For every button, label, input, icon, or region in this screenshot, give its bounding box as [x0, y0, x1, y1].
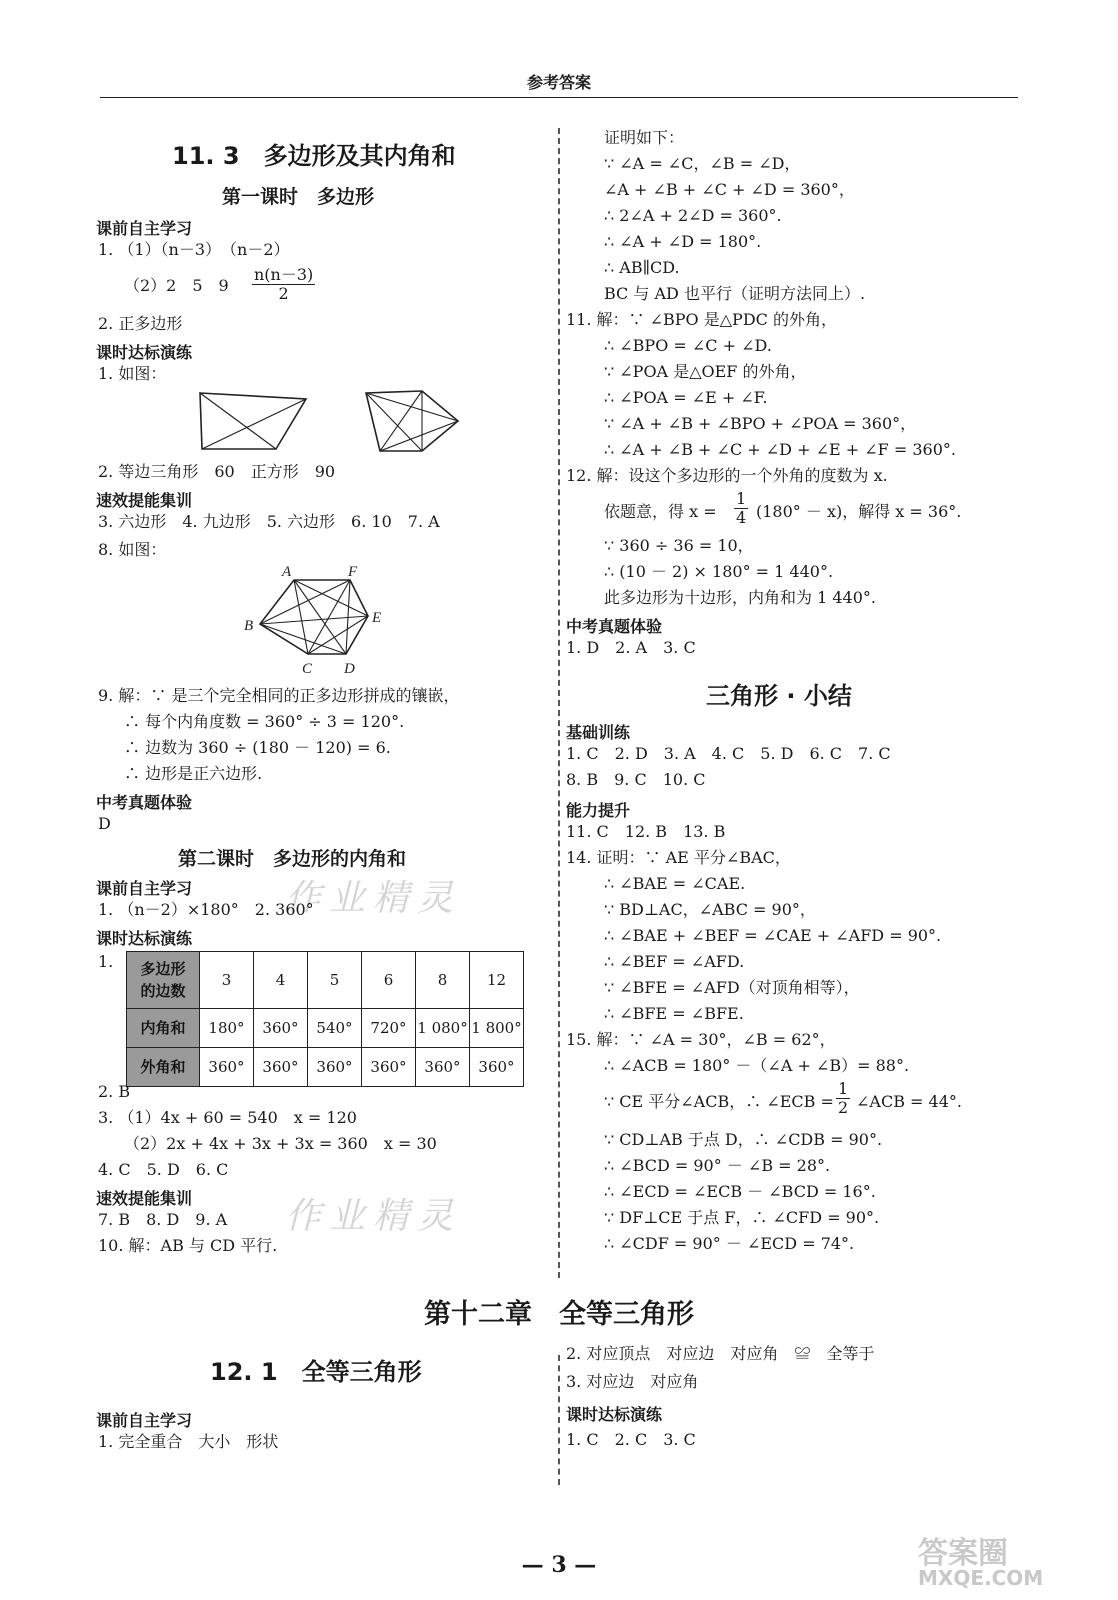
vertex-label: B — [244, 618, 254, 634]
answer-line: ∵ BD⊥AC，∠ABC = 90°， — [604, 900, 816, 919]
answer-line: 8. B 9. C 10. C — [566, 770, 706, 789]
table-cell: 1 080° — [416, 1009, 470, 1048]
table-cell: 360° — [200, 1048, 254, 1087]
fraction-numerator: n(n－3) — [254, 265, 314, 284]
answer-line: 10. 解：AB 与 CD 平行. — [98, 1236, 278, 1255]
quad-diagonal — [200, 393, 276, 449]
answer-line: ∴ ∠A + ∠B + ∠C + ∠D + ∠E + ∠F = 360°. — [604, 440, 956, 459]
fraction — [734, 490, 748, 527]
answer-line: ∵ ∠BFE = ∠AFD（对顶角相等）， — [604, 978, 860, 997]
table-cell: 360° — [254, 1048, 308, 1087]
answer-line: 1. C 2. D 3. A 4. C 5. D 6. C 7. C — [566, 744, 891, 763]
answer-line: ∵ CD⊥AB 于点 D，∴ ∠CDB = 90°. — [604, 1130, 883, 1149]
pentagon-diagonal — [380, 421, 458, 451]
answer-line: 1. （1）（n－3） （n－2） — [98, 240, 290, 259]
row-header — [127, 952, 200, 1009]
table-row — [127, 1048, 524, 1087]
answer-line: ∴ ∠BPO = ∠C + ∠D. — [604, 336, 772, 355]
answer-line: 2. 正多边形 — [98, 314, 183, 333]
column-divider-bottom — [558, 1355, 560, 1485]
answer-line: ∴ AB∥CD. — [604, 258, 680, 277]
vertex-label: F — [348, 564, 358, 580]
table-cell: 720° — [362, 1009, 416, 1048]
answer-line: ∴ 2∠A + 2∠D = 360°. — [604, 206, 782, 225]
answer-line: 2. B — [98, 1082, 131, 1101]
answer-line: ∴ ∠POA = ∠E + ∠F. — [604, 388, 768, 407]
row-header: 内角和 — [127, 1009, 200, 1048]
answer-line: ∠A + ∠B + ∠C + ∠D = 360°， — [604, 180, 855, 199]
block-heading: 课前自主学习 — [96, 879, 193, 898]
table-cell: 360° — [362, 1048, 416, 1087]
pentagon-diagram — [360, 385, 465, 457]
hexagon-diagonal — [294, 580, 308, 654]
answer-line: ∵ 360 ÷ 36 = 10， — [604, 536, 754, 555]
block-heading: 速效提能集训 — [96, 491, 193, 510]
table-row — [127, 1009, 524, 1048]
fraction-denominator: 4 — [736, 508, 747, 527]
answer-line: （2）2 5 9 — [124, 276, 229, 295]
answer-line: ∴ 每个内角度数 = 360° ÷ 3 = 120°. — [124, 712, 405, 731]
answer-line: 12. 解：设这个多边形的一个外角的度数为 x. — [566, 466, 888, 485]
table-cell: 6 — [362, 952, 416, 1009]
table-cell: 5 — [308, 952, 362, 1009]
table-cell: 4 — [254, 952, 308, 1009]
answer-line: ∴ ∠BAE + ∠BEF = ∠CAE + ∠AFD = 90°. — [604, 926, 942, 945]
hexagon-diagonal — [294, 580, 346, 654]
answer-line: ∴ ∠ECD = ∠ECB － ∠BCD = 16°. — [604, 1182, 876, 1201]
hexagon-diagonal — [260, 616, 368, 624]
block-heading: 课前自主学习 — [96, 219, 193, 238]
row-header: 外角和 — [127, 1048, 200, 1087]
table-cell: 180° — [200, 1009, 254, 1048]
row-header-label: 多边形的边数 — [140, 960, 186, 1000]
answer-line: ∴ ∠BAE = ∠CAE. — [604, 874, 746, 893]
table-row — [127, 952, 524, 1009]
hexagon-diagonal — [260, 580, 350, 624]
answer-line: 1. 完全重合 大小 形状 — [98, 1432, 279, 1451]
answer-line: 7. B 8. D 9. A — [98, 1210, 228, 1229]
answer-line: 9. 解：∵ 是三个完全相同的正多边形拼成的镶嵌， — [98, 686, 460, 705]
section-title: 12. 1 全等三角形 — [210, 1358, 422, 1386]
block-heading: 课前自主学习 — [96, 1411, 193, 1430]
block-heading: 课时达标演练 — [96, 343, 193, 362]
watermark-logo: 答案圈 — [918, 1536, 1008, 1571]
watermark: 作业精灵 — [285, 878, 462, 919]
watermark-site: MXQE.COM — [918, 1566, 1044, 1590]
vertex-label: C — [302, 661, 313, 677]
answer-line: 4. C 5. D 6. C — [98, 1160, 229, 1179]
answer-line: ∴ ∠ACB = 180° －（∠A + ∠B）= 88°. — [604, 1056, 910, 1075]
fraction-numerator: 1 — [838, 1079, 849, 1098]
answer-line: ∴ (10 － 2) × 180° = 1 440°. — [604, 562, 834, 581]
page-number: — 3 — — [521, 1552, 597, 1578]
table-cell: 3 — [200, 952, 254, 1009]
lesson-title: 第二课时 多边形的内角和 — [178, 848, 407, 870]
answer-line: (180° － x)，解得 x = 36°. — [756, 502, 962, 521]
answer-line: 3. （1）4x + 60 = 540 x = 120 — [98, 1108, 357, 1127]
answer-line: ∠ACB = 44°. — [856, 1092, 962, 1111]
block-heading: 基础训练 — [566, 723, 631, 742]
answer-line: ∵ DF⊥CE 于点 F，∴ ∠CFD = 90°. — [604, 1208, 880, 1227]
vertex-label: A — [282, 564, 292, 580]
answer-line: 11. 解：∵ ∠BPO 是△PDC 的外角， — [566, 310, 837, 329]
answer-line: 1. （n－2）×180° 2. 360° — [98, 900, 314, 919]
block-heading: 课时达标演练 — [96, 929, 193, 948]
table-cell: 360° — [254, 1009, 308, 1048]
fraction-denominator: 2 — [278, 284, 289, 303]
answer-line: 证明如下： — [604, 128, 685, 147]
fraction — [252, 266, 315, 303]
block-heading: 课时达标演练 — [566, 1405, 663, 1424]
answer-line: 1. D 2. A 3. C — [566, 638, 696, 657]
answer-line: ∵ ∠POA 是△OEF 的外角， — [604, 362, 807, 381]
page-header-title: 参考答案 — [526, 73, 591, 92]
answer-line: 15. 解：∵ ∠A = 30°，∠B = 62°， — [566, 1030, 836, 1049]
table-cell: 360° — [308, 1048, 362, 1087]
table-cell: 1 800° — [470, 1009, 524, 1048]
header-rule — [100, 97, 1018, 98]
chapter-title: 第十二章 全等三角形 — [424, 1299, 694, 1330]
answer-line: ∴ ∠A + ∠D = 180°. — [604, 232, 762, 251]
column-divider — [558, 128, 560, 1278]
answer-line: 3. 对应边 对应角 — [566, 1372, 699, 1391]
answer-line: ∴ 边数为 360 ÷ (180 － 120) = 6. — [124, 738, 391, 757]
quadrilateral-diagram — [194, 385, 314, 455]
quad-outline — [200, 393, 306, 449]
hexagon-diagonal — [294, 580, 368, 616]
polygon-angle-table — [126, 951, 524, 1087]
answer-line: 2. 对应顶点 对应边 对应角 ≌ 全等于 — [566, 1344, 875, 1363]
answer-line: D — [98, 814, 111, 833]
fraction-denominator: 2 — [838, 1098, 849, 1117]
answer-line: ∵ ∠A + ∠B + ∠BPO + ∠POA = 360°， — [604, 414, 917, 433]
table-cell: 12 — [470, 952, 524, 1009]
vertex-label: E — [372, 610, 382, 626]
answer-line: 2. 等边三角形 60 正方形 90 — [98, 462, 336, 481]
block-heading: 速效提能集训 — [96, 1189, 193, 1208]
answer-line: BC 与 AD 也平行（证明方法同上）. — [604, 284, 866, 303]
answer-line: 1. — [98, 952, 114, 971]
fraction — [836, 1080, 850, 1117]
answer-line: （2）2x + 4x + 3x + 3x = 360 x = 30 — [124, 1134, 437, 1153]
section-title: 11. 3 多边形及其内角和 — [172, 142, 456, 170]
answer-line: 依题意，得 x = — [604, 502, 717, 521]
answer-line: ∴ 边形是正六边形. — [124, 764, 263, 783]
answer-line: ∵ ∠A = ∠C，∠B = ∠D， — [604, 154, 801, 173]
answer-line: 14. 证明：∵ AE 平分∠BAC， — [566, 848, 791, 867]
hexagon-diagonal — [308, 616, 368, 654]
table-cell: 360° — [416, 1048, 470, 1087]
section-title: 三角形 · 小结 — [706, 682, 852, 710]
answer-line: 此多边形为十边形，内角和为 1 440°. — [604, 588, 876, 607]
table-cell: 360° — [470, 1048, 524, 1087]
block-heading: 中考真题体验 — [566, 617, 663, 636]
answer-line: ∵ CE 平分∠ACB，∴ ∠ECB = — [604, 1092, 834, 1111]
watermark: 作业精灵 — [285, 1196, 462, 1237]
answer-line: 8. 如图： — [98, 540, 167, 559]
answer-line: 1. 如图： — [98, 364, 167, 383]
answer-line: ∴ ∠BFE = ∠BFE. — [604, 1004, 744, 1023]
table-cell: 8 — [416, 952, 470, 1009]
answer-line: ∴ ∠BCD = 90° － ∠B = 28°. — [604, 1156, 831, 1175]
answer-line: 1. C 2. C 3. C — [566, 1430, 696, 1449]
block-heading: 能力提升 — [566, 801, 631, 820]
answer-line: ∴ ∠BEF = ∠AFD. — [604, 952, 745, 971]
hexagon-diagram — [240, 560, 390, 680]
table-cell: 540° — [308, 1009, 362, 1048]
fraction-numerator: 1 — [736, 489, 747, 508]
block-heading: 中考真题体验 — [96, 793, 193, 812]
lesson-title: 第一课时 多边形 — [222, 186, 375, 208]
answer-line: 3. 六边形 4. 九边形 5. 六边形 6. 10 7. A — [98, 512, 440, 531]
pentagon-diagonal — [380, 391, 422, 451]
answer-line: 11. C 12. B 13. B — [566, 822, 726, 841]
pentagon-outline — [366, 391, 458, 451]
answer-line: ∴ ∠CDF = 90° － ∠ECD = 74°. — [604, 1234, 855, 1253]
vertex-label: D — [344, 661, 355, 677]
